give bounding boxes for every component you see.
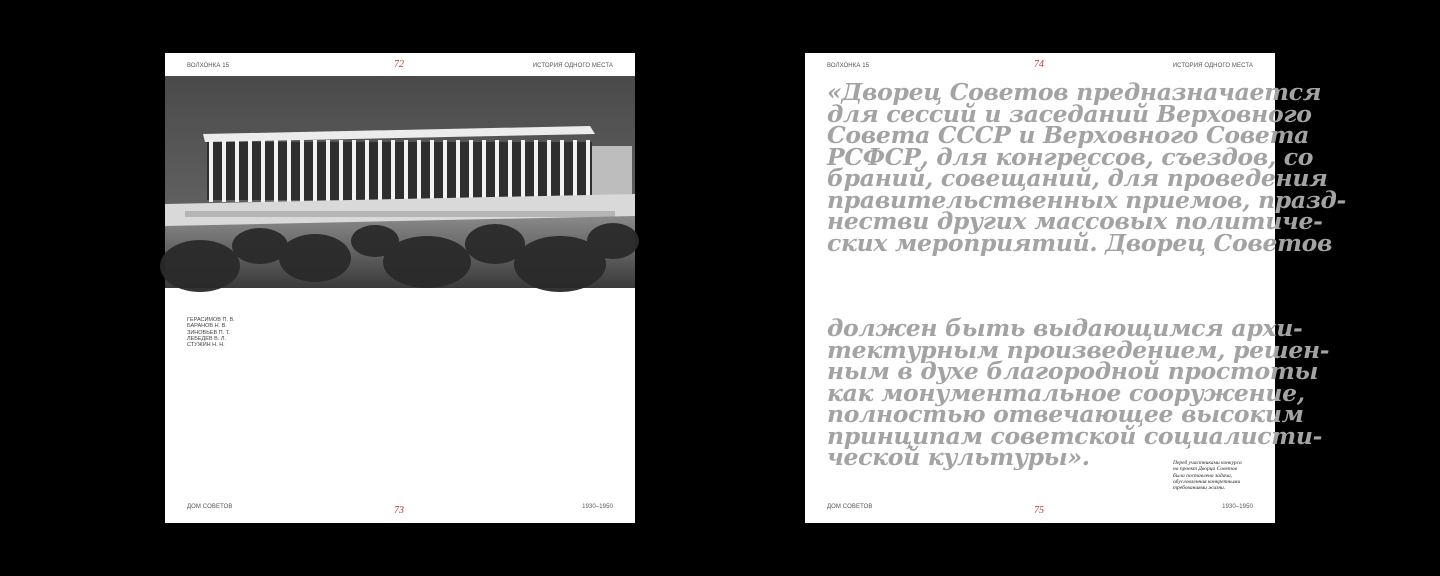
side-caption (1173, 460, 1269, 491)
running-header-left: ВОЛХОНКА 15 (827, 63, 870, 69)
running-footer-left: ДОМ СОВЕТОВ (187, 504, 233, 510)
quote-line: как монументальное сооружение, (827, 378, 1305, 407)
caption-line: на проект Дворца Советов (1173, 466, 1237, 473)
authors-list (187, 317, 235, 348)
running-footer-left: ДОМ СОВЕТОВ (827, 504, 873, 510)
quote-line: «Дворец Советов предназначается (827, 78, 1322, 106)
quote-line: ным в духе благородной простоты (827, 357, 1319, 385)
quote-line: полностью отвечающее высоким (827, 400, 1304, 428)
pavilion-building-photo (165, 76, 635, 288)
quote-line: для сессий и заседаний Верховного (827, 99, 1312, 128)
author-name: БАРАНОВ Н. В. (187, 323, 227, 330)
header-page-number: 72 (394, 59, 404, 70)
running-header-right: ИСТОРИЯ ОДНОГО МЕСТА (1172, 63, 1253, 69)
running-header-left: ВОЛХОНКА 15 (187, 63, 230, 69)
quote-line: Совета СССР и Верховного Совета (827, 121, 1310, 149)
right-page (805, 53, 1347, 523)
caption-line: была поставлена задача, (1173, 472, 1233, 479)
left-page (165, 53, 635, 523)
running-footer-right: 1930–1950 (582, 504, 613, 510)
caption-line: требованиями жизни. (1173, 485, 1226, 492)
quote-line: должен быть выдающимся архи- (827, 314, 1303, 342)
running-header-right: ИСТОРИЯ ОДНОГО МЕСТА (532, 63, 613, 69)
author-name: ЗИНОВЬЕВ П. Т. (187, 329, 230, 336)
quote-line: тектурным произведением, решен- (827, 335, 1330, 364)
quote-line: ских мероприятий. Дворец Советов (827, 228, 1333, 257)
author-name: ГЕРАСИМОВ П. В. (187, 317, 235, 323)
quote-line: РСФСР, для конгрессов, съездов, со (827, 142, 1314, 171)
header-page-number: 74 (1034, 59, 1044, 70)
quote-line: правительственных приемов, празд- (827, 185, 1347, 214)
footer-page-number: 73 (394, 505, 404, 516)
quote-line: ческой культуры». (827, 443, 1090, 471)
author-name: СТУЖИН Н. Н. (187, 342, 225, 349)
author-name: ЛЕБЕДЕВ В. Л. (187, 335, 227, 342)
footer-page-number: 75 (1034, 505, 1044, 516)
caption-line: Перед участниками конкурса (1173, 460, 1242, 466)
pull-quote-part-1 (827, 78, 1347, 257)
running-footer-right: 1930–1950 (1222, 504, 1253, 510)
quote-line: браний, совещаний, для проведения (827, 164, 1328, 192)
caption-line: обусловленная конкретными (1173, 478, 1241, 485)
quote-line: нестви других массовых политиче- (827, 207, 1323, 235)
quote-line: принципам советской социалисти- (827, 421, 1323, 450)
